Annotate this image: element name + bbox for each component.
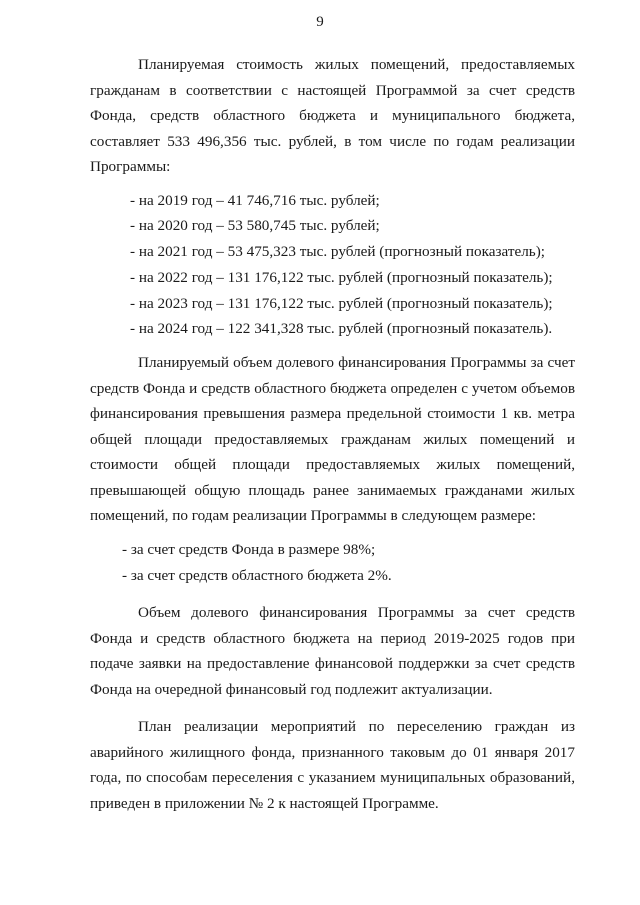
list-item: - на 2024 год – 122 341,328 тыс. рублей (прогнозный показатель). (130, 320, 553, 338)
list-item: - за счет средств Фонда в размере 98%; (122, 540, 376, 558)
list-item: - на 2023 год – 131 176,122 тыс. рублей (прогнозный показатель); (130, 294, 553, 312)
paragraph-shared-financing: Планируемый объем долевого финансирования Программы за счет средств Фонда и средств областного бюджета определен с учетом объемов финансирования превышения размера предельной стоимости 1 кв. метра общей площади предоставляемых гражданам жилых помещений и стоимости общей площади предоставляемых жилых помещений, превышающей общую площадь ранее занимаемых гражданами жилых помещений, по годам реализации Программы в следующем размере: (90, 354, 575, 525)
list-item: - на 2022 год – 131 176,122 тыс. рублей (прогнозный показатель); (130, 268, 553, 286)
page-number: 9 (316, 14, 324, 30)
list-item: - за счет средств областного бюджета 2%. (122, 566, 392, 584)
list-item: - на 2019 год – 41 746,716 тыс. рублей; (130, 191, 380, 209)
paragraph-resettlement-plan: План реализации мероприятий по переселению граждан из аварийного жилищного фонда, признанного таковым до 01 января 2017 года, по способам переселения с указанием муниципальных образований, приведен в приложении № 2 к настоящей Программе. (90, 718, 575, 812)
document-body (90, 52, 575, 816)
yearly-cost-list (90, 188, 575, 343)
paragraph-financing-update: Объем долевого финансирования Программы за счет средств Фонда и средств областного бюджета на период 2019-2025 годов при подаче заявки на предоставление финансовой поддержки за счет средств Фонда на очередной финансовый год подлежит актуализации. (90, 604, 575, 698)
financing-shares-list (90, 537, 575, 589)
paragraph-planned-cost: Планируемая стоимость жилых помещений, предоставляемых гражданам в соответствии с настоящей Программой за счет средств Фонда, средств областного бюджета и муниципального бюджета, составляет 533 496,356 тыс. рублей, в том числе по годам реализации Программы: (90, 56, 575, 175)
list-item: - на 2020 год – 53 580,745 тыс. рублей; (130, 217, 380, 235)
list-item: - на 2021 год – 53 475,323 тыс. рублей (прогнозный показатель); (130, 243, 546, 261)
